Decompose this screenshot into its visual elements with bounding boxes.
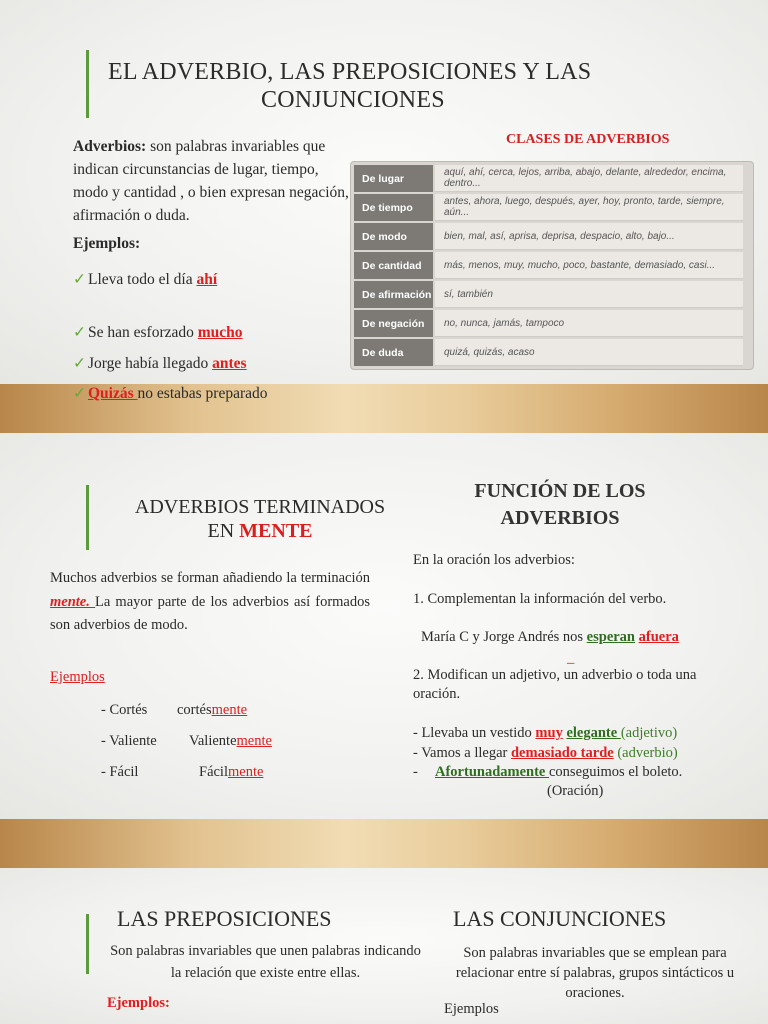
mente-explanation: Muchos adverbios se forman añadiendo la terminación mente. La mayor parte de los adverbios así formados son adverbios de modo.: [50, 570, 370, 633]
function-intro: En la oración los adverbios:: [413, 552, 575, 568]
function-example-4: - Afortunadamente conseguimos el boleto.: [413, 764, 683, 780]
example-item: ✓ Se han esforzado mucho: [73, 324, 243, 341]
title-accent-bar: [86, 50, 89, 118]
function-example-4-note: (Oración): [547, 783, 604, 799]
checkmark-icon: ✓: [73, 385, 86, 402]
function-example-3: - Vamos a llegar demasiado tarde (adverbio): [413, 745, 678, 761]
table-row: De duda quizá, quizás, acaso: [354, 339, 743, 366]
example-adverb: ahí: [196, 271, 218, 288]
function-point-1: 1. Complementan la información del verbo.: [413, 591, 667, 607]
adverb-classes-table: [350, 161, 754, 370]
preposiciones-examples-label: Ejemplos:: [107, 995, 170, 1011]
preposiciones-definition: Son palabras invariables que unen palabras indicando la relación que existe entre ellas.: [110, 943, 421, 981]
definition-text: son palabras invariables que indican circunstancias de lugar, tiempo, modo y cantidad , o bien expresan negación, afirmación o duda.: [73, 138, 349, 224]
list-item: - Cortés cortésmente: [101, 702, 248, 718]
checkmark-icon: ✓: [73, 271, 86, 288]
table-row: De afirmación sí, también: [354, 281, 743, 308]
table-title: CLASES DE ADVERBIOS: [506, 132, 670, 147]
table-row: De lugar aquí, ahí, cerca, lejos, arriba, abajo, delante, alrededor, encima, dentro...: [354, 165, 743, 192]
example-item: ✓ Jorge había llegado antes: [73, 355, 247, 372]
preposiciones-title: LAS PREPOSICIONES: [117, 906, 332, 931]
function-example-2: - Llevaba un vestido muy elegante (adjetivo): [413, 725, 678, 741]
conjunciones-definition: Son palabras invariables que se emplean para relacionar entre sí palabras, grupos sintácticos u oraciones.: [455, 945, 735, 1001]
example-item: ✓ Lleva todo el día ahí: [73, 271, 218, 288]
slide1-title-line1: EL ADVERBIO, LAS PREPOSICIONES Y LAS: [108, 59, 592, 85]
definition-term: Adverbios:: [73, 138, 147, 155]
list-item: - Fácil Fácilmente: [101, 764, 264, 780]
table-row: De negación no, nunca, jamás, tampoco: [354, 310, 743, 337]
function-title: FUNCIÓN DE LOS ADVERBIOS: [474, 480, 646, 529]
examples-label: Ejemplos:: [73, 235, 141, 252]
example-item: ✓ Quizás no estabas preparado: [73, 385, 268, 402]
examples-label: Ejemplos: [50, 669, 105, 685]
slide1-title-line2: CONJUNCIONES: [261, 87, 445, 113]
table-row: De cantidad más, menos, muy, mucho, poco, bastante, demasiado, casi...: [354, 252, 743, 279]
list-item: - Valiente Valientemente: [101, 733, 272, 749]
function-point-2: 2. Modifican un adjetivo, un adverbio o toda una oración.: [413, 667, 697, 702]
adverb-definition: [73, 135, 353, 227]
table-row: De modo bien, mal, así, aprisa, deprisa, despacio, alto, bajo...: [354, 223, 743, 250]
example-adverb: antes: [212, 355, 247, 372]
checkmark-icon: ✓: [73, 324, 86, 341]
conjunciones-title: LAS CONJUNCIONES: [453, 906, 667, 931]
conjunciones-examples-label: Ejemplos: [444, 1001, 499, 1017]
wood-floor-divider: [0, 819, 768, 868]
checkmark-icon: ✓: [73, 355, 86, 372]
table-row: De tiempo antes, ahora, luego, después, ayer, hoy, pronto, tarde, siempre, aún...: [354, 194, 743, 221]
example-adverb: mucho: [197, 324, 243, 341]
title-accent-bar: [86, 914, 89, 974]
function-example-1: María C y Jorge Andrés nos esperan afuera: [421, 629, 679, 645]
title-accent-bar: [86, 485, 89, 550]
slide2-title: ADVERBIOS TERMINADOS EN MENTE: [134, 496, 386, 542]
underline-mark: _: [567, 650, 575, 666]
example-adverb: Quizás: [88, 385, 138, 402]
slide1-title: [108, 58, 648, 114]
